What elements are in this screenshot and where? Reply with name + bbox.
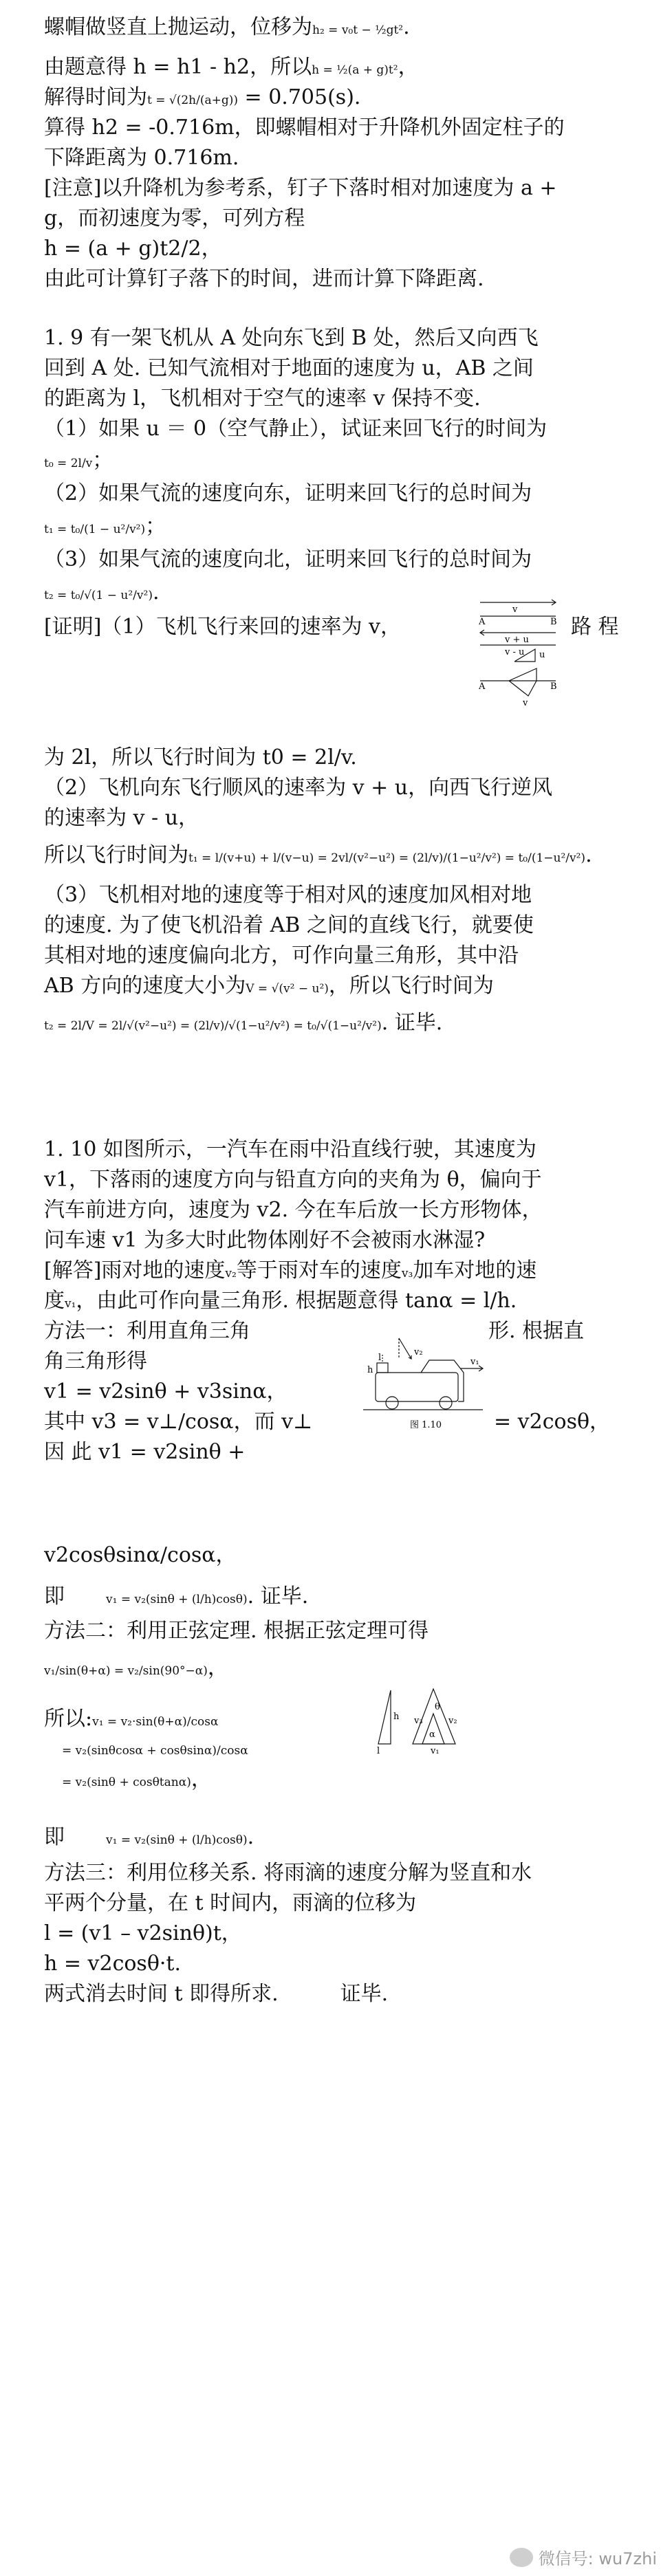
text-line: v1，下落雨的速度方向与铅直方向的夹角为 θ，偏向于 xyxy=(44,1168,542,1192)
label-B2: B xyxy=(550,681,557,692)
text-line: t₀ = 2l/v； xyxy=(44,448,113,472)
text-line: [证明]（1）飞机飞行来回的速率为 v， xyxy=(44,615,401,639)
text-line: （2）飞机向东飞行顺风的速率为 v + u，向西飞行逆风 xyxy=(44,776,553,800)
text-line: （3）飞机相对地的速度等于相对风的速度加风相对地 xyxy=(44,883,532,907)
tri1-h: h xyxy=(393,1712,400,1722)
text-line: l = (v1 – v2sinθ)t， xyxy=(44,1921,242,1945)
text-line: v₁/sin(θ+α) = v₂/sin(90°−α)， xyxy=(44,1656,228,1680)
text-line: 由题意得 h = h1 - h2，所以h = ½(a + g)t²， xyxy=(44,55,419,79)
text-line: 回到 A 处. 已知气流相对于地面的速度为 u，AB 之间 xyxy=(44,356,534,380)
label-A: A xyxy=(479,617,486,627)
watermark-text: 微信号: wu7zhi xyxy=(538,2549,657,2568)
formula: = v₂(sinθcosα + cosθsinα)/cosα xyxy=(62,1744,248,1758)
text-line: 其相对地的速度偏向北方，可作向量三角形，其中沿 xyxy=(44,943,519,968)
text-line: （1）如果 u ＝ 0（空气静止），试证来回飞行的时间为 xyxy=(44,417,548,441)
formula: v₁ = v₂(sinθ + (l/h)cosθ) xyxy=(106,1833,248,1847)
formula: t₂ = t₀/√(1 − u²/v²) xyxy=(44,589,153,602)
label-h: h xyxy=(367,1365,373,1375)
text-line: [注意]以升降机为参考系，钉子下落时相对加速度为 a + xyxy=(44,176,557,200)
text-line: 方法二：利用正弦定理. 根据正弦定理可得 xyxy=(44,1619,429,1643)
text-line: 算得 h2 = -0.716m，即螺帽相对于升降机外固定柱子的 xyxy=(44,116,565,140)
formula: t₁ = t₀/(1 − u²/v²) xyxy=(44,523,146,536)
text-line: 度v₁，由此可作向量三角形. 根据题意得 tanα = l/h. xyxy=(44,1289,517,1313)
text-line: 路 程 xyxy=(571,615,619,639)
text-line: 问车速 v1 为多大时此物体刚好不会被雨水淋湿? xyxy=(44,1228,486,1252)
text-line: 1. 9 有一架飞机从 A 处向东飞到 B 处，然后又向西飞 xyxy=(44,326,539,350)
text-line: 平两个分量，在 t 时间内，雨滴的位移为 xyxy=(44,1891,417,1915)
text-line: h = (a + g)t2/2， xyxy=(44,237,222,261)
tri2-theta: θ xyxy=(435,1702,440,1712)
text-line: = v₂(sinθ + cosθtanα)， xyxy=(62,1767,212,1791)
text-line: = v2cosθ， xyxy=(494,1410,611,1434)
text-line: 为 2l，所以飞行时间为 t0 = 2l/v. xyxy=(44,745,357,769)
text-line: g，而初速度为零，可列方程 xyxy=(44,206,305,230)
text-line: t₁ = t₀/(1 − u²/v²)； xyxy=(44,514,166,538)
formula: h₂ = v₀t − ½gt² xyxy=(312,23,404,37)
text-line xyxy=(62,1733,248,1766)
text-line: h = v2cosθ·t. xyxy=(44,1952,182,1976)
tri1-l: l xyxy=(377,1746,380,1756)
formula: t₀ = 2l/v xyxy=(44,457,93,470)
formula: = v₂(sinθ + cosθtanα) xyxy=(62,1776,191,1789)
text-line: 汽车前进方向，速度为 v2. 今在车后放一长方形物体， xyxy=(44,1198,543,1222)
text-line: 形. 根据直 xyxy=(488,1319,585,1343)
text-line: 因 此 v1 = v2sinθ + xyxy=(44,1440,246,1464)
label-v2: v xyxy=(523,698,528,708)
tri2-alpha: α xyxy=(429,1729,435,1740)
text-line: 的速度. 为了使飞机沿着 AB 之间的直线飞行，就要使 xyxy=(44,913,534,937)
tri2-v2: v₂ xyxy=(448,1716,457,1726)
text-line: 的速率为 v - u， xyxy=(44,806,199,830)
formula: h = ½(a + g)t² xyxy=(312,63,398,77)
formula: t = √(2h/(a+g)) xyxy=(147,94,238,107)
text-line: v2cosθsinα/cosα， xyxy=(44,1543,237,1567)
text-line: AB 方向的速度大小为V = √(v² − u²)，所以飞行时间为 xyxy=(44,974,494,998)
text-line: 由此可计算钉子落下的时间，进而计算下降距离. xyxy=(44,267,484,291)
wechat-icon xyxy=(510,2548,533,2567)
text-line: v1 = v2sinθ + v3sinα， xyxy=(44,1379,288,1404)
label-v2: v₂ xyxy=(414,1347,423,1357)
text-line: 方法一：利用直角三角 xyxy=(44,1319,250,1343)
text-line: 螺帽做竖直上抛运动，位移为h₂ = v₀t − ½gt². xyxy=(44,15,410,39)
formula: t₂ = 2l/V = 2l/√(v²−u²) = (2l/v)/√(1−u²/v²) = t₀/√(1−u²/v²) xyxy=(44,1019,382,1033)
label-vu-plus: v + u xyxy=(505,635,529,645)
text-line: [解答]雨对地的速度v₂等于雨对车的速度v₃加车对地的速 xyxy=(44,1258,537,1282)
figure-1-10 xyxy=(358,1334,488,1437)
text-line: 1. 10 如图所示，一汽车在雨中沿直线行驶，其速度为 xyxy=(44,1137,536,1161)
text-line: 其中 v3 = v⊥/cosα，而 v⊥ xyxy=(44,1410,313,1434)
text-line: 所以:v₁ = v₂·sin(θ+α)/cosα xyxy=(44,1707,219,1731)
label-v: v xyxy=(512,604,518,615)
formula: v₁ = v₂·sin(θ+α)/cosα xyxy=(92,1715,219,1729)
label-v1: v₁ xyxy=(470,1357,479,1367)
tri2-v1: v₁ xyxy=(431,1746,440,1756)
text-line: （2）如果气流的速度向东，证明来回飞行的总时间为 xyxy=(44,481,532,505)
formula: V = √(v² − u²) xyxy=(246,982,329,996)
text-line: 所以飞行时间为t₁ = l/(v+u) + l/(v−u) = 2vl/(v²−u²) = (2l/v)/(1−u²/v²) = t₀/(1−u²/v²). xyxy=(44,843,592,867)
text-line: （3）如果气流的速度向北，证明来回飞行的总时间为 xyxy=(44,547,532,571)
text-line: t₂ = 2l/V = 2l/√(v²−u²) = (2l/v)/√(1−u²/v²) = t₀/√(1−u²/v²). 证毕. xyxy=(44,1011,443,1035)
text-line: 角三角形得 xyxy=(44,1349,147,1373)
tri2-v3: v₃ xyxy=(414,1716,423,1726)
text-line: 方法三：利用位移关系. 将雨滴的速度分解为竖直和水 xyxy=(44,1861,532,1885)
watermark xyxy=(510,2545,657,2569)
formula: v₁/sin(θ+α) = v₂/sin(90°−α) xyxy=(44,1664,208,1678)
text-line: 下降距离为 0.716m. xyxy=(44,146,239,170)
label-B: B xyxy=(550,617,557,627)
figure-caption: 图 1.10 xyxy=(410,1420,442,1430)
text-line: 两式消去时间 t 即得所求. 证毕. xyxy=(44,1982,389,2006)
label-vu-minus: v - u xyxy=(505,647,525,657)
text-line: 的距离为 l，飞机相对于空气的速率 v 保持不变. xyxy=(44,386,481,411)
text-line: t₂ = t₀/√(1 − u²/v²). xyxy=(44,580,160,604)
label-u: u xyxy=(539,650,545,660)
label-A2: A xyxy=(479,681,486,692)
text-line: 即 v₁ = v₂(sinθ + (l/h)cosθ). 证毕. xyxy=(44,1584,309,1608)
formula: v₁ = v₂(sinθ + (l/h)cosθ) xyxy=(106,1593,248,1606)
text-line: 即 v₁ = v₂(sinθ + (l/h)cosθ). xyxy=(44,1825,254,1849)
triangle-figures xyxy=(365,1682,468,1758)
figure-1-9 xyxy=(475,596,567,709)
label-l: l xyxy=(378,1353,382,1363)
text-line: 解得时间为t = √(2h/(a+g)) = 0.705(s). xyxy=(44,85,361,109)
formula: t₁ = l/(v+u) + l/(v−u) = 2vl/(v²−u²) = (2l/v)/(1−u²/v²) = t₀/(1−u²/v²) xyxy=(188,851,586,865)
